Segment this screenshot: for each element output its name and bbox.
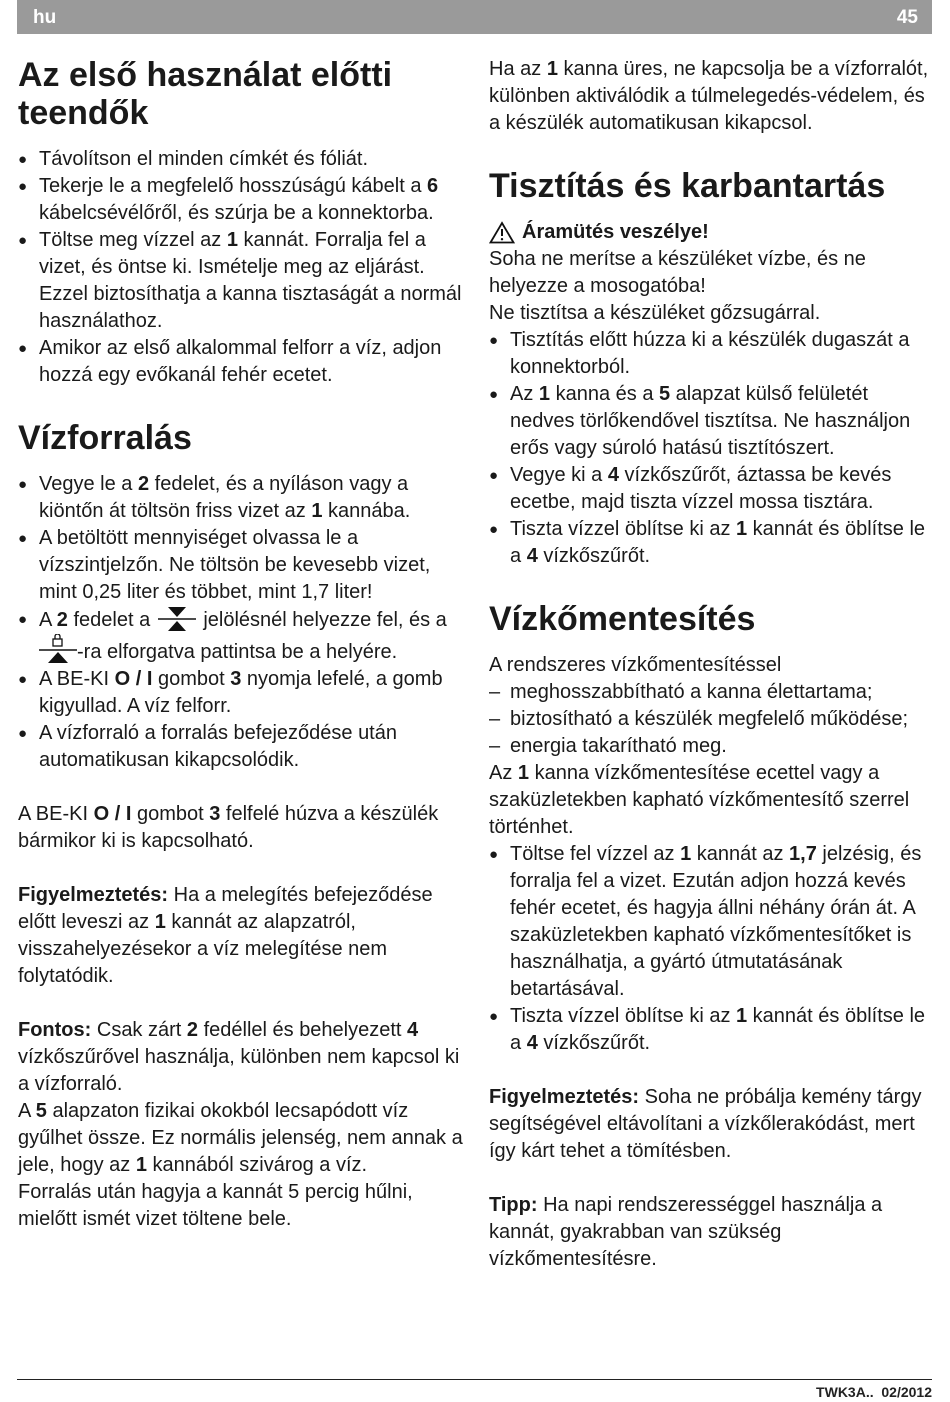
right-column [489, 56, 929, 1273]
list-item: ● Amikor az első alkalommal felforr a víz, adjon hozzá egy evőkanál fehér ecetet. [18, 337, 442, 386]
lid-align-icon [156, 606, 198, 632]
list-item: ● Tiszta vízzel öblítse ki az 1 kannát és öblítse le a 4 vízkőszűrőt. [489, 1005, 926, 1054]
section-title-descaling: Vízkőmentesítés [489, 600, 756, 638]
list-item: ● Tiszta vízzel öblítse ki az 1 kannát és öblítse le a 4 vízkőszűrőt. [489, 518, 926, 567]
left-column [18, 56, 473, 1233]
footer-divider [17, 1379, 932, 1380]
lock-icon [39, 634, 77, 664]
language-code: hu [33, 7, 57, 28]
list-item: ● Tekerje le a megfelelő hosszúságú kábelt a 6 kábelcsévélőről, és szúrja be a konnektorba. [18, 175, 439, 224]
paragraph: Forralás után hagyja a kannát 5 percig hűlni, mielőtt ismét vizet töltene bele. [18, 1181, 413, 1230]
list-item: – energia takarítható meg. [489, 735, 727, 757]
warning-paragraph: Figyelmeztetés: Ha a melegítés befejeződése előtt leveszi az 1 kannát az alapzatról, visszahelyezésekor a víz melegítése nem folytatódik. [18, 884, 433, 987]
paragraph: Soha ne merítse a készüléket vízbe, és ne helyezze a mosogatóba! [489, 248, 866, 297]
list-item: ● A vízforraló a forralás befejeződése után automatikusan kikapcsolódik. [18, 722, 397, 771]
list-item: ● Vegye le a 2 fedelet, és a nyíláson vagy a kiöntőn át töltsön friss vizet az 1 kannába. [18, 473, 411, 522]
list-item: ● A BE-KI O / I gombot 3 nyomja lefelé, a gomb kigyullad. A víz felforr. [18, 668, 443, 717]
paragraph: A BE-KI O / I gombot 3 felfelé húzva a készülék bármikor ki is kapcsolható. [18, 803, 439, 852]
paragraph: Az 1 kanna vízkőmentesítése ecettel vagy a szaküzletekben kapható vízkőmentesítő szerrel történhet. [489, 762, 910, 838]
list-item: ● Töltse meg vízzel az 1 kannát. Forralja fel a vizet, és öntse ki. Ismételje meg az eljárást. Ezzel biztosíthatja a kanna tisztaságát a normál használathoz. [18, 229, 462, 332]
list-item: ● Töltse fel vízzel az 1 kannát az 1,7 jelzésig, és forralja fel a vizet. Ezután adjon hozzá kevés fehér ecetet, és hagyja állni néhány órán át. A szaküzletekben kapható vízkőmentesítőket is használhatja, a gyártó útmutatásának betartásával. [489, 843, 922, 1000]
paragraph: Ha az 1 kanna üres, ne kapcsolja be a vízforralót, különben aktiválódik a túlmelegedés-védelem, és a készülék automatikusan kikapcsol. [489, 58, 929, 134]
paragraph: A 5 alapzaton fizikai okokból lecsapódott víz gyűlhet össze. Ez normális jelenség, nem annak a jele, hogy az 1 kannából szivárog a víz. [18, 1100, 463, 1176]
tip-paragraph: Tipp: Ha napi rendszerességgel használja a kannát, gyakrabban van szükség vízkőmentesítésre. [489, 1194, 883, 1270]
model-number: TWK3A.. [816, 1384, 874, 1400]
warning-paragraph: Figyelmeztetés: Soha ne próbálja kemény tárgy segítségével eltávolítani a vízkőlerakódást, mert így kárt tehet a tömítésben. [489, 1086, 922, 1162]
section-title-cleaning: Tisztítás és karbantartás [489, 167, 886, 205]
page-header-bar [17, 0, 932, 34]
paragraph: A rendszeres vízkőmentesítéssel [489, 654, 782, 676]
footer [816, 1384, 932, 1400]
list-item: ● Távolítson el minden címkét és fóliát. [18, 148, 369, 170]
list-item: ● A 2 fedelet a jelölésnél helyezze fel, és a -ra elforgatva pattintsa be a helyére. [18, 606, 473, 666]
page-number: 45 [896, 7, 918, 28]
list-item: ● Az 1 kanna és a 5 alapzat külső felületét nedves törlőkendővel tisztítsa. Ne használjon erős vagy súroló hatású tisztítószert. [489, 383, 911, 459]
list-item: ● Tisztítás előtt húzza ki a készülék dugaszát a konnektorból. [489, 329, 910, 378]
warning-triangle-icon [489, 221, 515, 244]
list-item: – biztosítható a készülék megfelelő működése; [489, 708, 908, 730]
important-paragraph: Fontos: Csak zárt 2 fedéllel és behelyezett 4 vízkőszűrővel használja, különben nem kapcsol ki a vízforraló. [18, 1019, 460, 1095]
section-title-first-use: Az első használat előtti teendők [18, 56, 393, 132]
list-item: ● Vegye ki a 4 vízkőszűrőt, áztassa be kevés ecetbe, majd tiszta vízzel mossa tisztára. [489, 464, 892, 513]
paragraph: Ne tisztítsa a készüléket gőzsugárral. [489, 302, 821, 324]
list-item: ● A betöltött mennyiséget olvassa le a vízszintjelzőn. Ne töltsön be kevesebb vizet, mint 0,25 liter és többet, mint 1,7 liter! [18, 527, 431, 603]
section-title-boiling: Vízforralás [18, 419, 192, 457]
list-item: – meghosszabbítható a kanna élettartama; [489, 681, 873, 703]
hazard-heading: Áramütés veszélye! [489, 219, 929, 246]
document-date: 02/2012 [881, 1384, 932, 1400]
